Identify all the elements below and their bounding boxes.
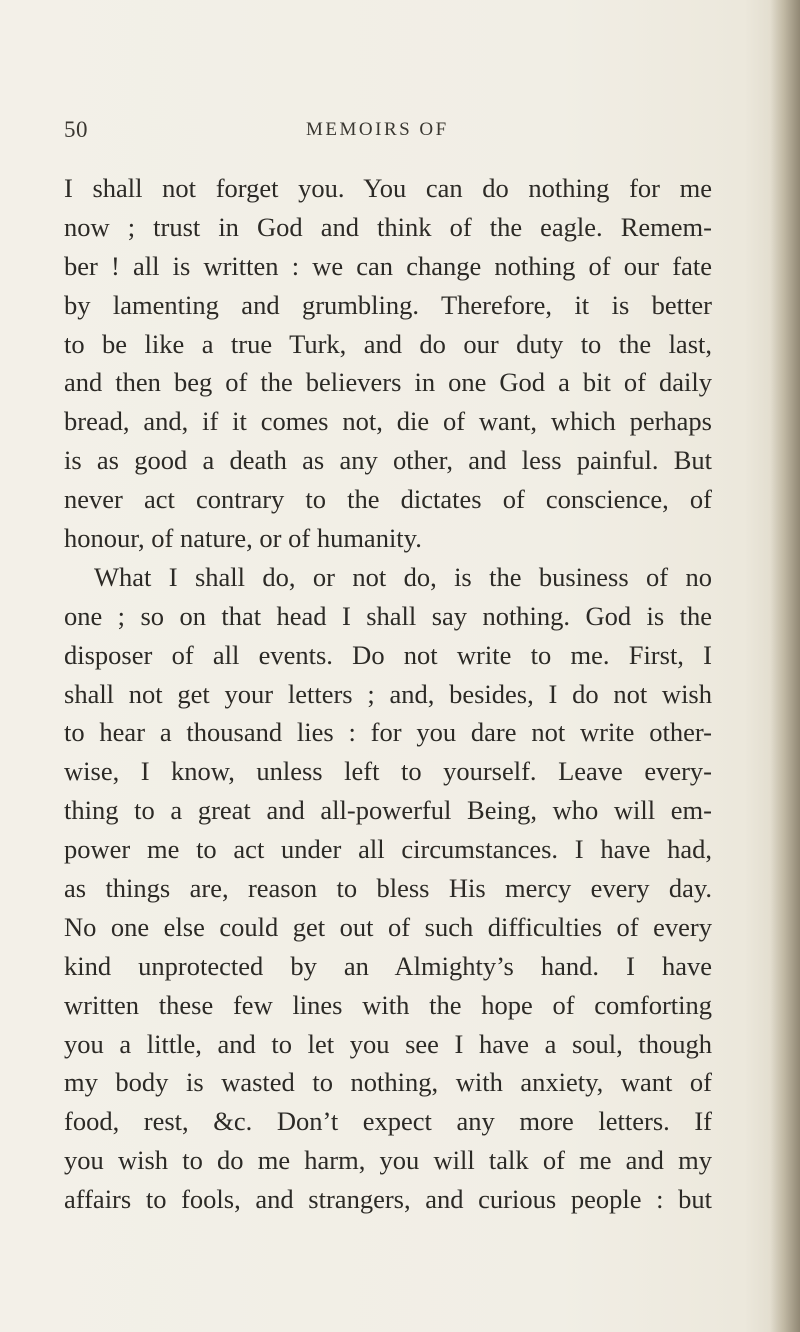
- text-line: No one else could get out of such difficulties of every: [64, 911, 712, 942]
- text-line: power me to act under all circumstances. I have had,: [64, 834, 712, 865]
- text-line: by lamenting and grumbling. Therefore, it is better: [64, 289, 712, 320]
- running-head: MEMOIRS OF: [306, 119, 449, 140]
- text-line: one ; so on that head I shall say nothing. God is the: [64, 600, 712, 631]
- text-line: kind unprotected by an Almighty’s hand. I have: [64, 950, 712, 981]
- page-edge-shadow: [770, 0, 800, 1332]
- text-line: wise, I know, unless left to yourself. Leave every-: [64, 756, 712, 787]
- text-line: shall not get your letters ; and, besides, I do not wish: [64, 678, 712, 709]
- text-line: you wish to do me harm, you will talk of me and my: [64, 1145, 712, 1176]
- page-number: 50: [64, 117, 88, 142]
- text-line: I shall not forget you. You can do nothing for me: [64, 173, 712, 203]
- text-line: written these few lines with the hope of comforting: [64, 989, 712, 1020]
- text-line: affairs to fools, and strangers, and curious people : but: [64, 1184, 712, 1215]
- text-line: now ; trust in God and think of the eagle. Remem-: [64, 211, 712, 242]
- text-line: and then beg of the believers in one God a bit of daily: [64, 367, 712, 398]
- text-line: food, rest, &c. Don’t expect any more letters. If: [64, 1106, 712, 1137]
- text-line: my body is wasted to nothing, with anxiety, want of: [64, 1067, 712, 1098]
- text-line: is as good a death as any other, and less painful. But: [64, 445, 712, 476]
- body-text: [64, 169, 712, 1219]
- text-line: to hear a thousand lies : for you dare not write other-: [64, 717, 712, 748]
- text-line: you a little, and to let you see I have a soul, though: [64, 1028, 712, 1059]
- text-line: as things are, reason to bless His mercy every day.: [64, 873, 712, 904]
- text-line: to be like a true Turk, and do our duty to the last,: [64, 328, 712, 359]
- page-header: [0, 117, 760, 147]
- text-line: ber ! all is written : we can change nothing of our fate: [64, 250, 712, 281]
- text-line: honour, of nature, or of humanity.: [64, 523, 422, 554]
- text-line: thing to a great and all-powerful Being, who will em-: [64, 795, 712, 826]
- text-line: What I shall do, or not do, is the business of no: [94, 561, 712, 592]
- text-line: never act contrary to the dictates of conscience, of: [64, 484, 712, 515]
- text-line: bread, and, if it comes not, die of want, which perhaps: [64, 406, 712, 437]
- text-line: disposer of all events. Do not write to me. First, I: [64, 639, 712, 670]
